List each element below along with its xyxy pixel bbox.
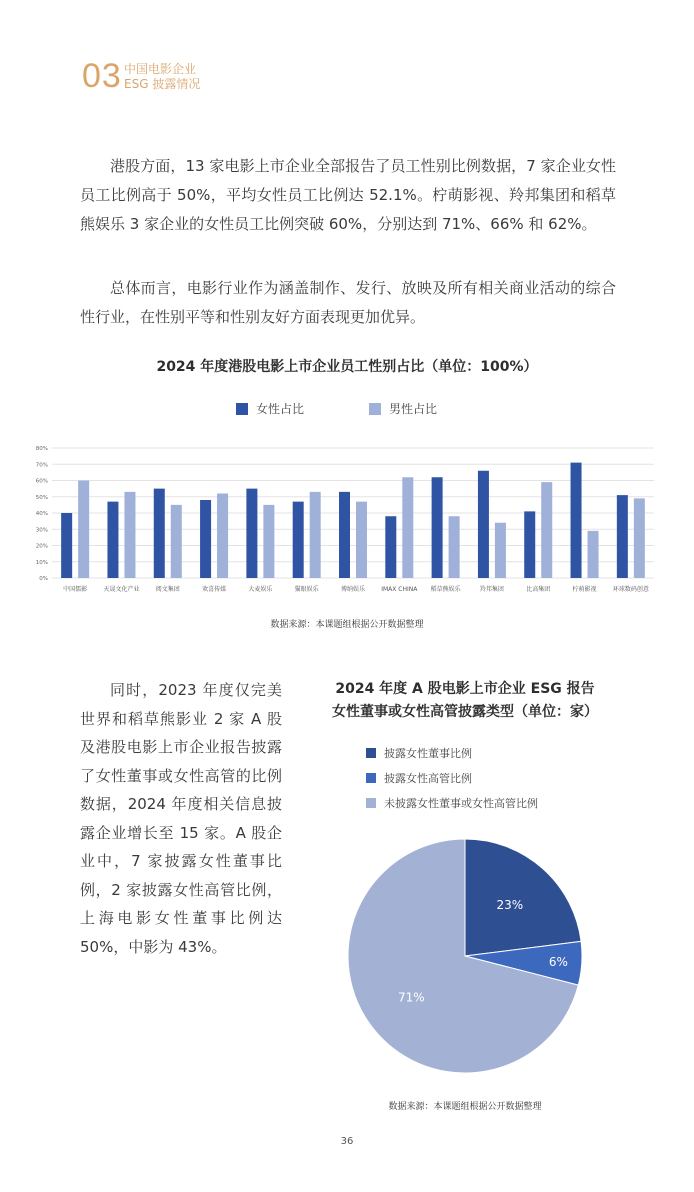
x-tick-label: 猫眼娱乐 [294, 586, 319, 593]
legend-item-male [369, 400, 437, 417]
bar-female [200, 500, 211, 578]
x-tick-label: 环球数码创意 [612, 586, 649, 593]
bar-male [217, 494, 228, 579]
bar-chart [30, 440, 660, 600]
y-tick-label: 10% [35, 559, 48, 566]
bar-female [432, 477, 443, 578]
bar-female [617, 495, 628, 578]
y-tick-label: 50% [35, 494, 48, 501]
bar-male [171, 505, 182, 578]
bar-female [107, 502, 118, 578]
x-tick-label: 柠萌影视 [572, 586, 597, 593]
section-title-line2: ESG 披露情况 [124, 77, 201, 91]
legend-swatch-male [369, 403, 381, 415]
x-tick-label: 天晟文化产业 [103, 586, 140, 593]
pie-chart-source: 数据来源：本课题组根据公开数据整理 [388, 1102, 542, 1112]
y-tick-label: 40% [35, 511, 48, 517]
y-tick-label: 80% [35, 446, 48, 452]
pie-legend-item [366, 790, 538, 815]
x-tick-label: 稻草熊娱乐 [430, 586, 461, 593]
legend-label-female: 女性占比 [256, 402, 305, 416]
pie-legend-item [366, 740, 538, 765]
pie-chart [340, 830, 600, 1090]
pie-chart-title-line1: 2024 年度 A 股电影上市企业 ESG 报告 [335, 681, 595, 697]
y-tick-label: 0% [39, 576, 48, 582]
pie-slice-label: 6% [548, 954, 568, 969]
bar-female [154, 489, 165, 578]
y-tick-label: 60% [35, 478, 48, 485]
bar-female [571, 463, 582, 578]
pie-chart-title [300, 678, 630, 724]
x-tick-label: 大麦娱乐 [248, 586, 273, 593]
x-tick-label: 阅文集团 [155, 586, 180, 593]
bar-male [495, 523, 506, 578]
paragraph-summary: 总体而言，电影行业作为涵盖制作、发行、放映及所有相关商业活动的综合性行业，在性别平等和性别友好方面表现更加优异。 [80, 279, 616, 326]
pie-legend-label: 披露女性高管比例 [384, 771, 472, 785]
x-tick-label: 中国儒影 [63, 586, 88, 593]
legend-label-male: 男性占比 [389, 402, 438, 416]
paragraph-board-disclosure: 同时，2023 年度仅完美世界和稻草熊影业 2 家 A 股及港股电影上市企业报告披露了女性董事或女性高管的比例数据，2024 年度相关信息披露企业增长至 15 家。A 股企业中，7 家披露女性董事比例，2 家披露女性高管比例，上海电影女性董事比例达 50%，中影为 43%。 [80, 681, 282, 956]
y-tick-label: 30% [35, 527, 48, 534]
bar-male [356, 502, 367, 578]
pie-slice-label: 71% [398, 990, 425, 1005]
section-title-line1: 中国电影企业 [124, 62, 197, 76]
bar-male [541, 482, 552, 578]
bar-male [588, 531, 599, 578]
pie-chart-legend [366, 740, 538, 815]
paragraph-hk-stocks: 港股方面，13 家电影上市企业全部报告了员工性别比例数据，7 家企业女性员工比例高于 50%，平均女性员工比例达 52.1%。柠萌影视、羚邦集团和稻草熊娱乐 3 家企业的女性员工比例突破 60%，分别达到 71%、66% 和 62%。 [80, 157, 616, 233]
pie-chart-title-line2: 女性董事或女性高管披露类型（单位：家） [332, 704, 598, 720]
bar-female [61, 513, 72, 578]
legend-item-female [236, 400, 304, 417]
bar-female [478, 471, 489, 578]
pie-legend-swatch [366, 748, 376, 758]
pie-slice-label: 23% [496, 898, 524, 913]
y-tick-label: 70% [35, 462, 48, 469]
pie-legend-swatch [366, 798, 376, 808]
section-title [124, 62, 200, 92]
x-tick-label: 欢喜传媒 [202, 586, 227, 593]
pie-legend-swatch [366, 773, 376, 783]
bar-male [124, 492, 135, 578]
bar-female [524, 511, 535, 578]
bar-male [449, 516, 460, 578]
x-tick-label: IMAX CHINA [381, 586, 418, 593]
bar-male [78, 481, 89, 579]
section-number: 03 [82, 57, 122, 95]
pie-legend-label: 未披露女性董事或女性高管比例 [384, 796, 538, 810]
y-tick-label: 20% [35, 543, 48, 550]
pie-legend-item [366, 765, 538, 790]
bar-male [310, 492, 321, 578]
pie-legend-label: 披露女性董事比例 [384, 746, 472, 760]
bar-chart-source: 数据来源：本课题组根据公开数据整理 [270, 620, 424, 630]
bar-chart-title: 2024 年度港股电影上市企业员工性别占比（单位：100%） [156, 359, 538, 375]
x-tick-label: 羚邦集团 [479, 586, 504, 593]
bar-female [293, 502, 304, 578]
bar-male [402, 477, 413, 578]
legend-swatch-female [236, 403, 248, 415]
x-tick-label: 博纳娱乐 [340, 586, 366, 593]
bar-female [339, 492, 350, 578]
bar-male [263, 505, 274, 578]
x-tick-label: 比高集团 [526, 586, 551, 593]
bar-female [246, 489, 257, 578]
bar-male [634, 498, 645, 578]
bar-female [385, 516, 396, 578]
page-number: 36 [340, 1136, 354, 1147]
